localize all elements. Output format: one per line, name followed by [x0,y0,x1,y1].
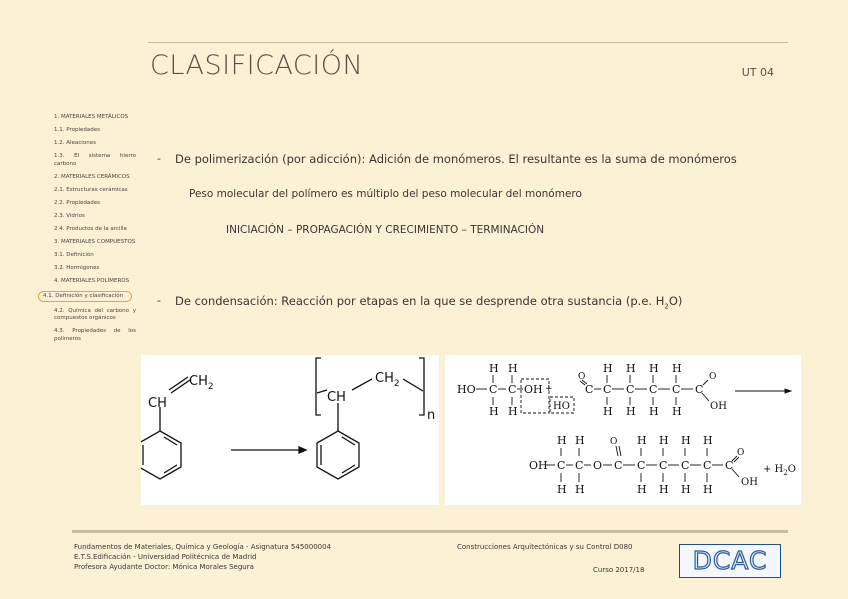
plus-sign: + [545,384,553,394]
footer-course-year: Curso 2017/18 [593,566,645,574]
sidebar-item-definicion[interactable]: 3.1. Definición [54,251,94,258]
c-atom: C [659,459,668,472]
monomer-ch-label: CH [148,396,167,411]
oh-end: OH [710,401,727,412]
sidebar-item-quimica-carbono[interactable]: 4.2. Química del carbono y compuestos orgánicos [54,307,136,321]
h-atom: H [659,483,669,496]
polymer-ch2-sub: 2 [393,379,400,389]
water-sub: 2 [783,469,788,477]
title-divider [148,42,788,43]
h-atom: H [508,405,518,418]
o-atom: O [578,372,586,382]
ho-group: HO [553,401,570,412]
c-atom: C [703,459,712,472]
addition-polymerization-figure [141,355,439,505]
c-atom: C [508,383,517,396]
water-product [763,464,796,477]
c-atom: C [681,459,690,472]
sidebar-item-propiedades-polimeros[interactable]: 4.3. Propiedades de los polímeros [54,328,136,342]
monomer-ch2-label [189,374,214,392]
h-atom: H [637,483,647,496]
footer-subject: Fundamentos de Materiales, Química y Geología - Asignatura 545000004 [74,543,332,551]
styrene-diagram [141,355,439,505]
bullet-polimerizacion: De polimerización (por adicción): Adición de monómeros. El resultante es la suma de monómeros [175,152,737,166]
h-atom: H [575,434,585,447]
condensacion-text-end: O) [668,294,683,308]
o-atom: O [593,459,603,472]
sidebar-item-propiedades-1[interactable]: 1.1. Propiedades [54,127,100,133]
h-atom: H [603,405,613,418]
c-atom: C [585,383,594,396]
unit-label: UT 04 [741,66,774,79]
h-atom: H [626,362,636,375]
page-title: CLASIFICACIÓN [150,50,364,81]
sidebar-item-materiales-compuestos[interactable]: 3. MATERIALES COMPUESTOS [54,238,136,245]
h-atom: H [649,405,659,418]
repeat-n-label: n [427,408,436,423]
h-atom: H [557,434,567,447]
footer-department: Construcciones Arquitectónicas y su Control D080 [457,543,633,551]
h-atom: H [672,405,682,418]
h-atom: H [681,434,691,447]
bullet-condensacion [175,294,682,310]
monomer-ch2-sub: 2 [207,382,214,392]
dcac-logo [679,544,781,578]
dcac-logo-text: DCAC [692,546,768,575]
h-atom: H [703,434,713,447]
h-atom: H [557,483,567,496]
h-atom: H [603,362,613,375]
h-atom: H [575,483,585,496]
sidebar-nav [43,114,136,349]
c-atom: C [695,383,704,396]
condensation-diagram [445,355,801,505]
sidebar-item-definicion-clasificacion[interactable]: 4.1. Definición y clasificación [38,291,132,303]
polymer-ch2-label [375,371,400,389]
c-atom: C [575,459,584,472]
o-atom: O [737,448,745,458]
ho-group: HO [457,383,476,396]
c-atom: C [626,383,635,396]
c-atom: C [614,459,623,472]
polymer-ch2-text: CH [375,371,394,386]
sidebar-item-arcilla[interactable]: 2.4. Productos de la arcilla [54,225,127,232]
c-atom: C [603,383,612,396]
c-atom: C [557,459,566,472]
o-atom: O [610,437,618,447]
o-atom: O [709,372,717,382]
h-atom: H [681,483,691,496]
water-h: + H [763,464,784,475]
footer-divider [72,530,788,533]
h-atom: H [703,483,713,496]
sidebar-item-estructuras-ceramicas[interactable]: 2.1. Estructuras cerámicas [54,186,128,193]
condensacion-text: De condensación: Reacción por etapas en la que se desprende otra sustancia (p.e. H [175,294,665,308]
footer-professor: Profesora Ayudante Doctor: Mónica Morales Segura [74,563,254,571]
h-atom: H [637,434,647,447]
c-atom: C [725,459,734,472]
c-atom: C [649,383,658,396]
h-atom: H [489,362,499,375]
condensacion-subscript: 2 [664,302,669,311]
h-atom: H [626,405,636,418]
sidebar-item-hormigones[interactable]: 3.2. Hormigones [54,264,100,271]
sidebar-item-propiedades-2[interactable]: 2.2. Propiedades [54,199,100,206]
h-atom: H [659,434,669,447]
oh-group: OH [524,383,543,396]
sidebar-item-hierro-carbono[interactable]: 1.3. El sistema hierro carbono [54,153,136,167]
h-atom: H [649,362,659,375]
h-atom: H [672,362,682,375]
oh-group: OH [529,459,548,472]
sidebar-item-materiales-ceramicos[interactable]: 2. MATERIALES CERÁMICOS [54,173,130,180]
sidebar-item-materiales-polimeros[interactable]: 4. MATERIALES POLÍMEROS [54,277,130,284]
condensation-reaction-figure [445,355,801,505]
sidebar-item-aleaciones[interactable]: 1.2. Aleaciones [54,140,96,146]
c-atom: C [637,459,646,472]
c-atom: C [489,383,498,396]
c-atom: C [672,383,681,396]
monomer-ch2-text: CH [189,374,208,389]
h-atom: H [489,405,499,418]
footer-course-info [74,542,331,572]
polymer-ch-label: CH [327,390,346,405]
bullet-mark: - [157,152,161,165]
etapas-text: INICIACIÓN – PROPAGACIÓN Y CRECIMIENTO – TERMINACIÓN [226,224,545,236]
bullet-mark: - [157,294,161,307]
oh-end: OH [741,477,758,488]
sidebar-item-materiales-metalicos[interactable]: 1. MATERIALES METÁLICOS [54,114,129,120]
footer-school: E.T.S.Edificación - Universidad Politécnica de Madrid [74,553,257,561]
peso-molecular-text: Peso molecular del polímero es múltiplo del peso molecular del monómero [189,188,582,200]
sidebar-item-vidrios[interactable]: 2.3. Vidrios [54,212,85,219]
h-atom: H [508,362,518,375]
water-o: O [787,464,796,475]
